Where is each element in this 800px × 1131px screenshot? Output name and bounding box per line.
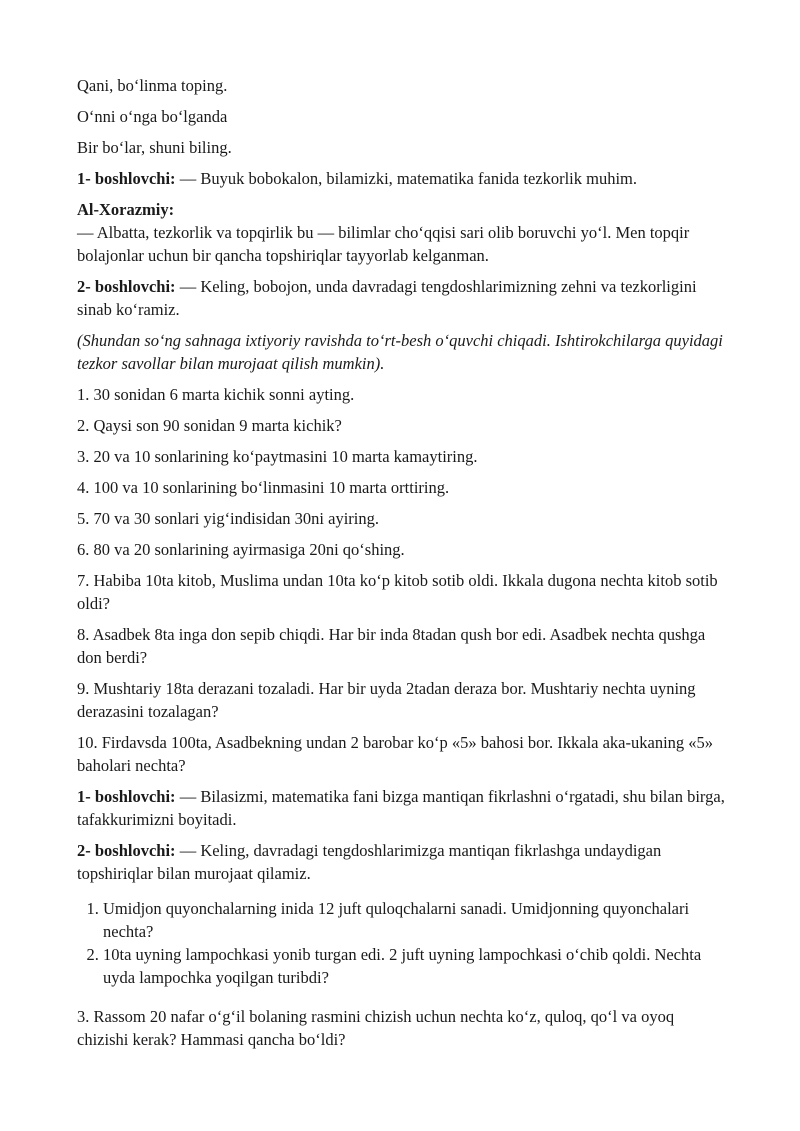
- question-item: 4. 100 va 10 sonlarining bo‘linmasini 10 marta orttiring.: [77, 478, 450, 497]
- logic-task-item: 2. 10ta uyning lampochkasi yonib turgan edi. 2 juft uyning lampochkasi o‘chib qoldi. Nechta uyda lampochka yoqilgan turibdi?: [103, 943, 729, 989]
- alxorazmiy-remark: [77, 198, 729, 267]
- intro-line-3: Bir bo‘lar, shuni biling.: [77, 138, 232, 157]
- logic-task-item: 1. Umidjon quyonchalarning inida 12 juft quloqchalarni sanadi. Umidjonning quyonchalari nechta?: [103, 897, 729, 943]
- document-body: [77, 74, 729, 1059]
- question-item: 6. 80 va 20 sonlarining ayirmasiga 20ni qo‘shing.: [77, 540, 405, 559]
- question-item: 1. 30 sonidan 6 marta kichik sonni ayting.: [77, 385, 355, 404]
- question-item: 7. Habiba 10ta kitob, Muslima undan 10ta ko‘p kitob sotib oldi. Ikkala dugona nechta kitob sotib oldi?: [77, 571, 718, 613]
- speaker-text: — Keling, davradagi tengdoshlarimizga mantiqan fikrlashga undaydigan topshiriqlar bilan murojaat qilamiz.: [77, 841, 662, 883]
- stage-direction: (Shundan so‘ng sahnaga ixtiyoriy ravishda to‘rt-besh o‘quvchi chiqadi. Ishtirokchilarga quyidagi tezkor savollar bilan murojaat qilish mumkin).: [77, 331, 723, 373]
- question-item: 3. 20 va 10 sonlarining ko‘paytmasini 10 marta kamaytiring.: [77, 447, 478, 466]
- speaker1-remark-2: [77, 785, 729, 831]
- speaker1-remark-1: [77, 167, 729, 190]
- speaker-label: 2- boshlovchi:: [77, 277, 176, 296]
- speaker-text: — Buyuk bobokalon, bilamizki, matematika fanida tezkorlik muhim.: [175, 169, 638, 188]
- intro-line-2: O‘nni o‘nga bo‘lganda: [77, 107, 228, 126]
- speaker-text: — Albatta, tezkorlik va topqirlik bu — bilimlar cho‘qqisi sari olib boruvchi yo‘l. Men topqir bolajonlar uchun bir qancha topshiriqlar tayyorlab kelganman.: [77, 223, 690, 265]
- question-item: 9. Mushtariy 18ta derazani tozaladi. Har bir uyda 2tadan deraza bor. Mushtariy nechta uyning derazasini tozalagan?: [77, 679, 696, 721]
- speaker-label: Al-Xorazmiy:: [77, 200, 175, 219]
- speaker-label: 1- boshlovchi:: [77, 169, 176, 188]
- speaker2-remark-2: [77, 839, 729, 885]
- speaker-text: — Bilasizmi, matematika fani bizga mantiqan fikrlashni o‘rgatadi, shu bilan birga, tafakkurimizni boyitadi.: [77, 787, 725, 829]
- speaker-text: — Keling, bobojon, unda davradagi tengdoshlarimizning zehni va tezkorligini sinab ko‘ramiz.: [77, 277, 697, 319]
- quick-questions: [77, 383, 729, 777]
- question-item: 10. Firdavsda 100ta, Asadbekning undan 2 barobar ko‘p «5» bahosi bor. Ikkala aka-ukaning «5» baholari nechta?: [77, 733, 714, 775]
- question-item: 8. Asadbek 8ta inga don sepib chiqdi. Har bir inda 8tadan qush bor edi. Asadbek nechta qushga don berdi?: [77, 625, 706, 667]
- speaker2-remark-1: [77, 275, 729, 321]
- logic-tasks-list: [77, 897, 729, 989]
- intro-line-1: Qani, bo‘linma toping.: [77, 76, 228, 95]
- question-item: 5. 70 va 30 sonlari yig‘indisidan 30ni ayiring.: [77, 509, 380, 528]
- final-task: 3. Rassom 20 nafar o‘g‘il bolaning rasmini chizish uchun nechta ko‘z, quloq, qo‘l va oyoq chizishi kerak? Hammasi qancha bo‘ldi?: [77, 1007, 675, 1049]
- speaker-label: 1- boshlovchi:: [77, 787, 176, 806]
- question-item: 2. Qaysi son 90 sonidan 9 marta kichik?: [77, 416, 342, 435]
- speaker-label: 2- boshlovchi:: [77, 841, 176, 860]
